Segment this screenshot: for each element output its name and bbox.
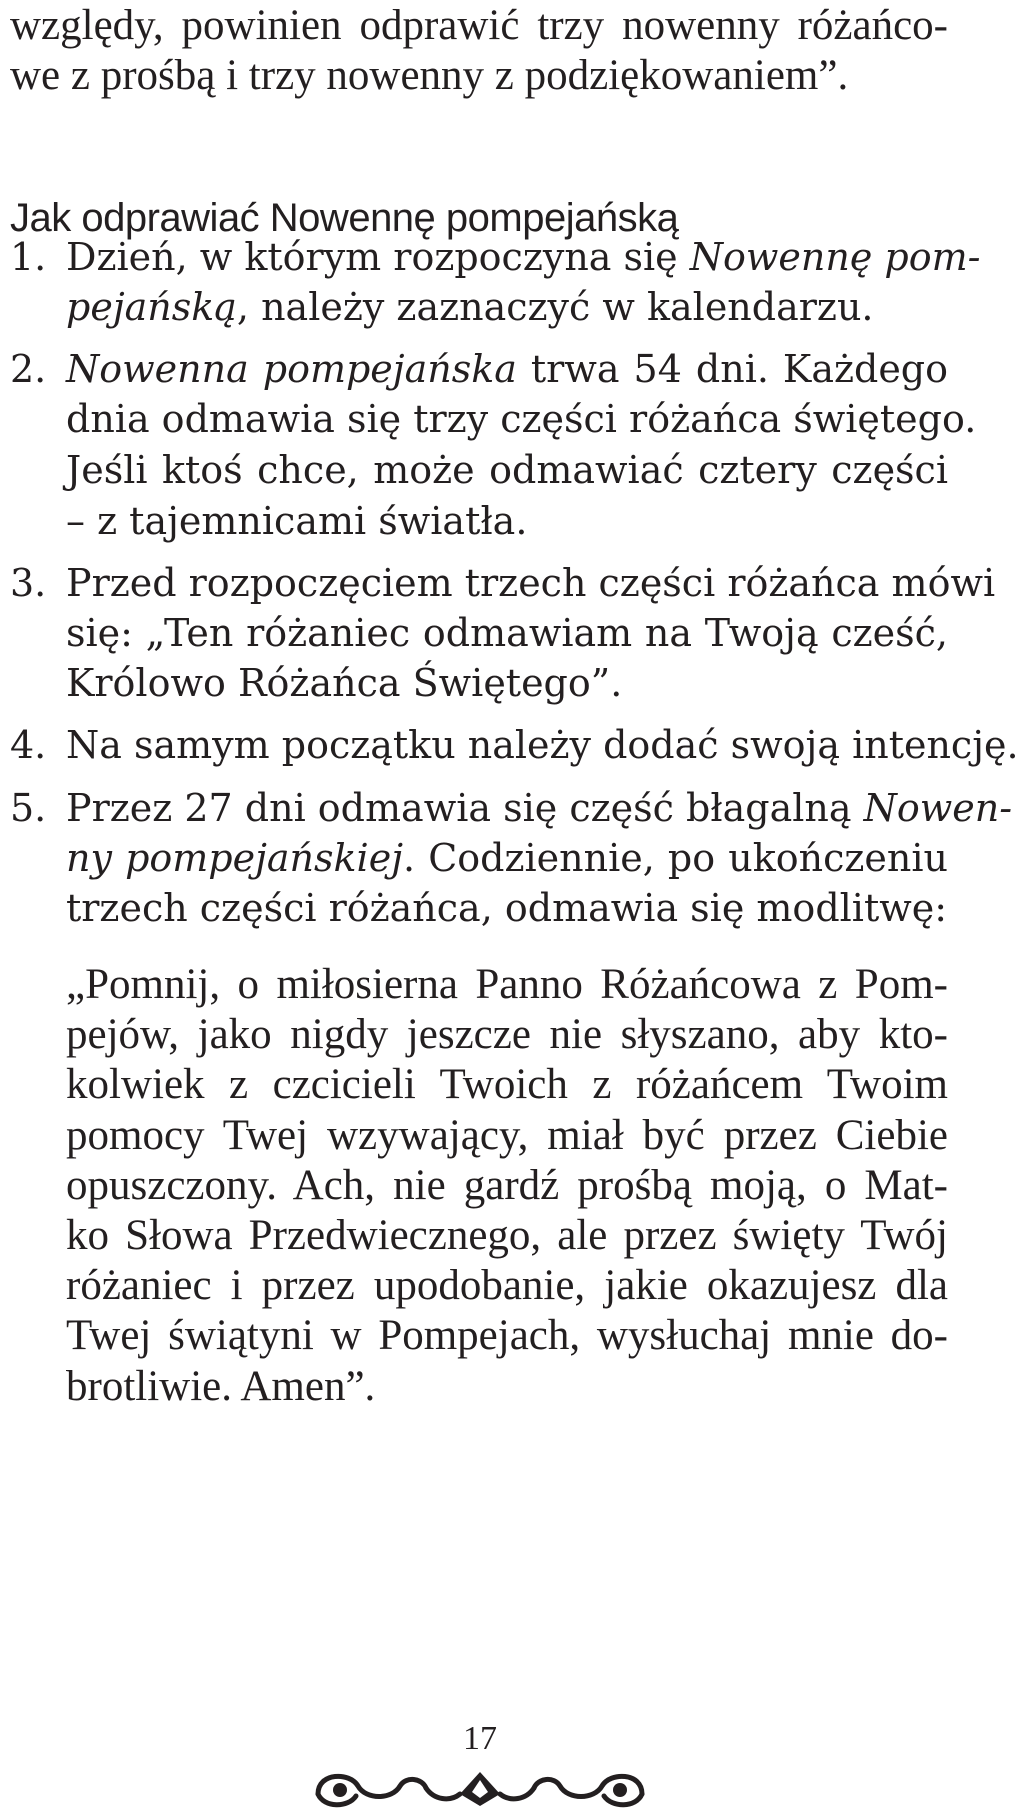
- step-line: [66, 448, 948, 492]
- step-number: 5.: [10, 786, 47, 830]
- step-line: [66, 723, 1019, 767]
- step-line: [66, 886, 948, 930]
- italic-text: Nowen-: [863, 786, 1013, 830]
- prayer-line: kolwiek z czcicieli Twoich z różańcem Twoim: [66, 1061, 948, 1108]
- text-run: Na samym początku należy dodać swoją intencję.: [66, 723, 1019, 767]
- text-run: Dzień, w którym rozpoczyna się: [66, 235, 690, 279]
- section-heading: Jak odprawiać Nowennę pompejańską: [10, 196, 679, 240]
- step-line: [66, 235, 981, 279]
- prayer-line: pejów, jako nigdy jeszcze nie słyszano, aby kto-: [66, 1011, 948, 1058]
- step-line: [66, 397, 977, 441]
- page-number: 17: [463, 1720, 497, 1757]
- step-line: [66, 836, 948, 880]
- text-run: Przed rozpoczęciem trzech części różańca mówi: [66, 561, 996, 605]
- step-line: [66, 347, 949, 391]
- step-number: 3.: [10, 561, 47, 605]
- italic-text: pejańską: [66, 285, 237, 329]
- step-line: [66, 285, 874, 329]
- text-run: dnia odmawia się trzy części różańca świętego.: [66, 397, 977, 441]
- text-run: trwa 54 dni. Każdego: [516, 347, 949, 391]
- text-run: , należy zaznaczyć w kalendarzu.: [236, 285, 874, 329]
- scroll-ornament-icon: [310, 1764, 650, 1812]
- intro-line-1: względy, powinien odprawić trzy nowenny różańco-: [10, 2, 948, 49]
- step-line: [66, 661, 623, 705]
- prayer-line: „Pomnij, o miłosierna Panno Różańcowa z Pom-: [66, 961, 948, 1008]
- text-run: – z tajemnicami światła.: [66, 499, 528, 543]
- step-line: [66, 786, 1013, 830]
- prayer-line: pomocy Twej wzywający, miał być przez Ciebie: [66, 1112, 948, 1159]
- text-run: . Codziennie, po ukończeniu: [402, 836, 948, 880]
- text-run: Jeśli ktoś chce, może odmawiać cztery części: [66, 448, 948, 492]
- step-number: 2.: [10, 347, 47, 391]
- italic-text: Nowennę pom-: [689, 235, 981, 279]
- text-run: Przez 27 dni odmawia się część błagalną: [66, 786, 864, 830]
- prayer-line: ko Słowa Przedwiecznego, ale przez święty Twój: [66, 1212, 948, 1259]
- prayer-line: różaniec i przez upodobanie, jakie okazujesz dla: [66, 1262, 948, 1309]
- text-run: trzech części różańca, odmawia się modlitwę:: [66, 886, 948, 930]
- text-run: Królowo Różańca Świętego”.: [66, 661, 623, 705]
- step-number: 4.: [10, 723, 47, 767]
- prayer-line: opuszczony. Ach, nie gardź prośbą moją, o Mat-: [66, 1162, 948, 1209]
- text-run: się: „Ten różaniec odmawiam na Twoją cześć,: [66, 611, 948, 655]
- prayer-line: brotliwie. Amen”.: [66, 1363, 376, 1410]
- step-number: 1.: [10, 235, 47, 279]
- prayer-line: Twej świątyni w Pompejach, wysłuchaj mnie do-: [66, 1312, 948, 1359]
- step-line: [66, 611, 948, 655]
- italic-text: Nowenna pompejańska: [66, 347, 517, 391]
- step-line: [66, 499, 528, 543]
- intro-line-2: we z prośbą i trzy nowenny z podziękowaniem”.: [10, 52, 849, 99]
- italic-text: ny pompejańskiej: [66, 836, 403, 880]
- step-line: [66, 561, 996, 605]
